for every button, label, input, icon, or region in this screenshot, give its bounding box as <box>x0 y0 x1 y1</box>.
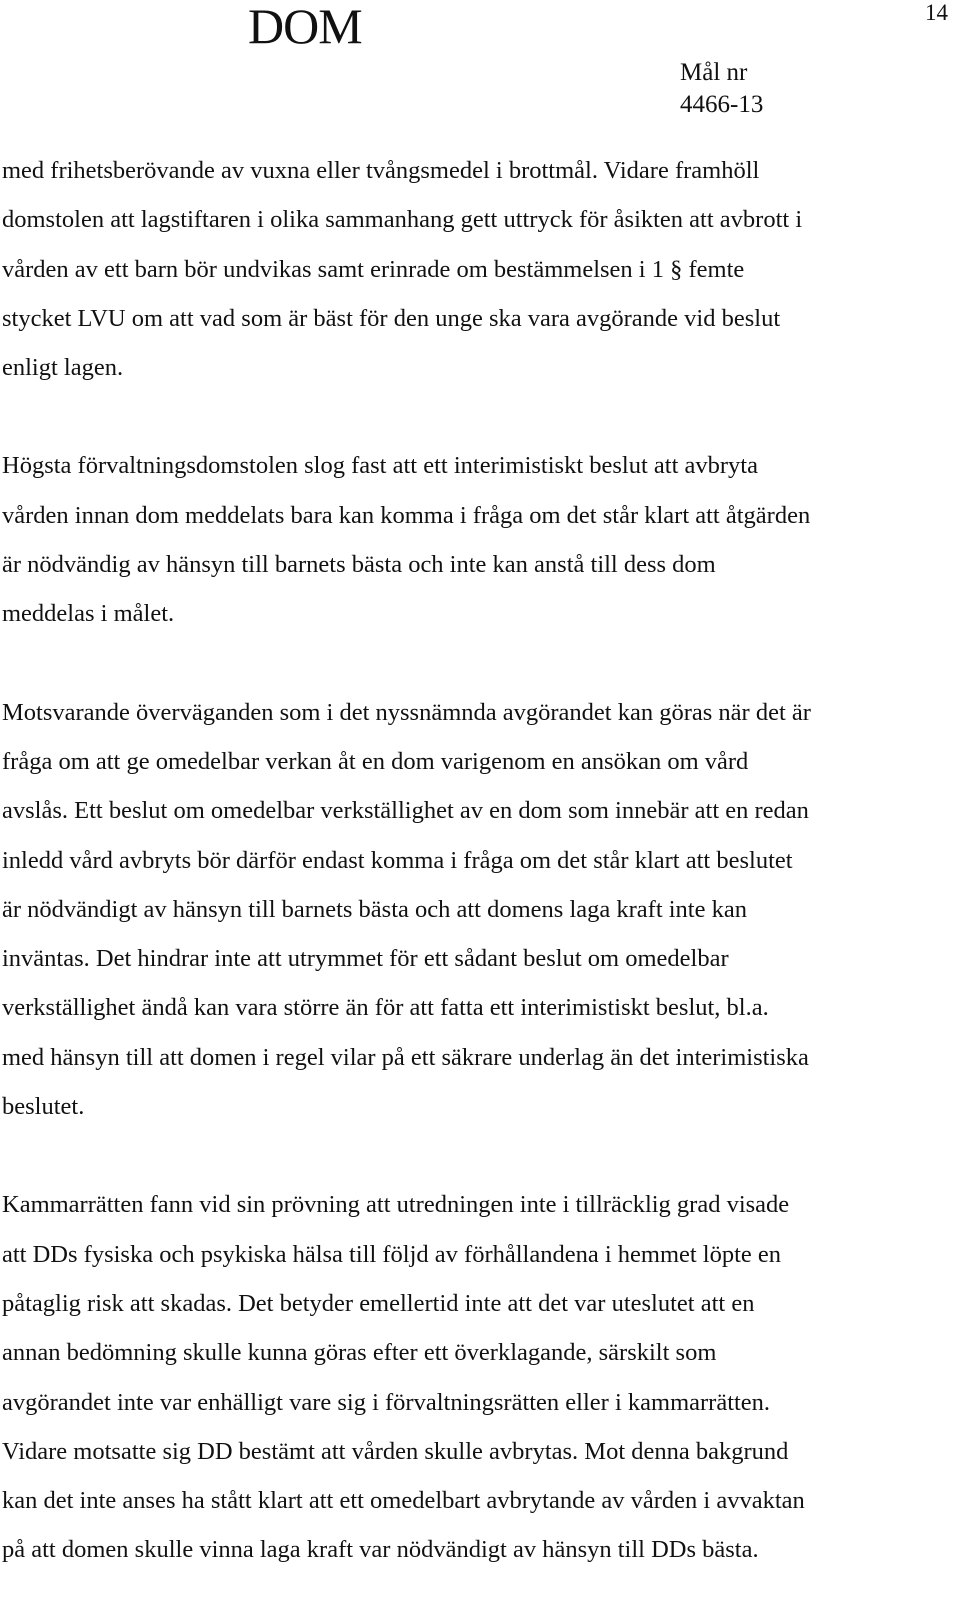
document-title: DOM <box>248 0 362 54</box>
text-line: domstolen att lagstiftaren i olika sammanhang gett uttryck för åsikten att avbrott i <box>2 206 803 234</box>
text-line: verkställighet ändå kan vara större än för att fatta ett interimistiskt beslut, bl.a. <box>2 994 769 1022</box>
text-line: är nödvändigt av hänsyn till barnets bästa och att domens laga kraft inte kan <box>2 895 747 923</box>
case-number-label: Mål nr <box>680 59 748 86</box>
case-number: 4466-13 <box>680 91 764 118</box>
text-line: Högsta förvaltningsdomstolen slog fast att ett interimistiskt beslut att avbryta <box>2 452 758 480</box>
text-line: stycket LVU om att vad som är bäst för den unge ska vara avgörande vid beslut <box>2 304 781 332</box>
text-line: vården av ett barn bör undvikas samt erinrade om bestämmelsen i 1 § femte <box>2 255 745 283</box>
text-line: Kammarrätten fann vid sin prövning att utredningen inte i tillräcklig grad visade <box>2 1191 790 1219</box>
text-line: att DDs fysiska och psykiska hälsa till följd av förhållandena i hemmet löpte en <box>2 1240 782 1268</box>
text-line: Vidare motsatte sig DD bestämt att vården skulle avbrytas. Mot denna bakgrund <box>2 1437 789 1465</box>
text-line: vården innan dom meddelats bara kan komma i fråga om det står klart att åtgärden <box>2 501 811 529</box>
text-line: kan det inte anses ha stått klart att ett omedelbart avbrytande av vården i avvaktan <box>2 1487 805 1515</box>
paragraph-3 <box>2 688 950 1132</box>
text-line: med hänsyn till att domen i regel vilar på ett säkrare underlag än det interimistiska <box>2 1043 809 1071</box>
paragraph-4 <box>2 1180 950 1574</box>
text-line: på att domen skulle vinna laga kraft var nödvändigt av hänsyn till DDs bästa. <box>2 1536 759 1564</box>
text-line: beslutet. <box>2 1093 85 1121</box>
text-line: inväntas. Det hindrar inte att utrymmet för ett sådant beslut om omedelbar <box>2 945 729 973</box>
text-line: med frihetsberövande av vuxna eller tvångsmedel i brottmål. Vidare framhöll <box>2 157 760 184</box>
text-line: meddelas i målet. <box>2 600 175 628</box>
text-line: fråga om att ge omedelbar verkan åt en dom varigenom en ansökan om vård <box>2 747 749 775</box>
text-line: avgörandet inte var enhälligt vare sig i förvaltningsrätten eller i kammarrätten. <box>2 1388 771 1416</box>
text-line: Motsvarande överväganden som i det nyssnämnda avgörandet kan göras när det är <box>2 698 811 726</box>
page-number: 14 <box>925 0 948 25</box>
text-line: påtaglig risk att skadas. Det betyder emellertid inte att det var uteslutet att en <box>2 1289 755 1317</box>
paragraph-1 <box>2 146 950 392</box>
paragraph-2 <box>2 441 950 638</box>
text-line: annan bedömning skulle kunna göras efter ett överklagande, särskilt som <box>2 1339 717 1367</box>
text-line: inledd vård avbryts bör därför endast komma i fråga om det står klart att beslutet <box>2 846 793 874</box>
text-line: enligt lagen. <box>2 354 124 382</box>
text-line: avslås. Ett beslut om omedelbar verkställighet av en dom som innebär att en redan <box>2 797 809 825</box>
document-body <box>2 146 950 1624</box>
text-line: är nödvändig av hänsyn till barnets bästa och inte kan anstå till dess dom <box>2 551 716 579</box>
